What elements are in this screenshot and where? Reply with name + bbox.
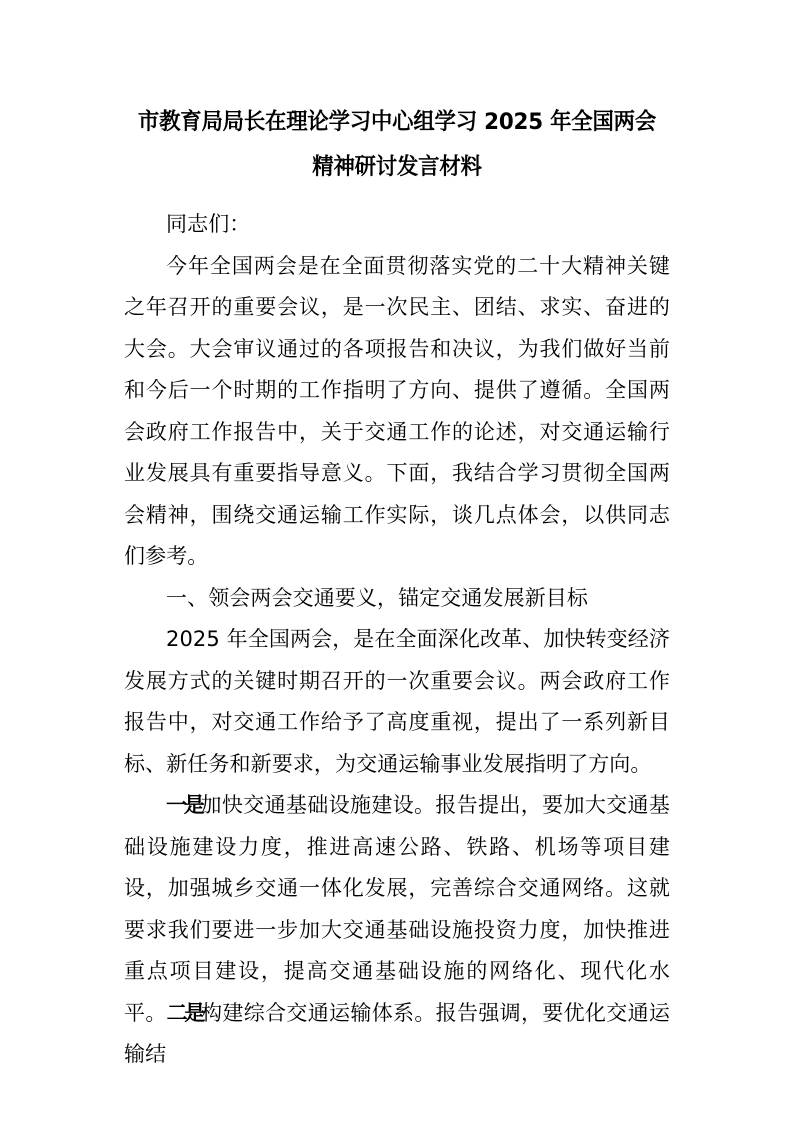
bold-marker-one: 一是 <box>166 793 202 817</box>
section-1-points-paragraph <box>124 785 670 1076</box>
page-title: 市教育局局长在理论学习中心组学习 2025 年全国两会精神研讨发言材料 <box>137 109 657 180</box>
section-heading-1: 一、领会两会交通要义，锚定交通发展新目标 <box>166 585 588 610</box>
intro-paragraph: 今年全国两会是在全面贯彻落实党的二十大精神关键之年召开的重要会议，是一次民主、团结、求实、奋进的大会。大会审议通过的各项报告和决议，为我们做好当前和今后一个时期的工作指明了方向、提供了遵循。全国两会政府工作报告中，关于交通工作的论述，对交通运输行业发展具有重要指导意义。下面，我结合学习贯彻全国两会精神，围绕交通运输工作实际，谈几点体会，以供同志们参考。 <box>124 253 670 568</box>
section-1-lead-paragraph: 2025 年全国两会，是在全面深化改革、加快转变经济发展方式的关键时期召开的一次重要会议。两会政府工作报告中，对交通工作给予了高度重视，提出了一系列新目标、新任务和新要求，为交通运输事业发展指明了方向。 <box>124 627 670 776</box>
bold-marker-two: 二是 <box>166 1000 203 1025</box>
point-one-text: 加快交通基础设施建设。报告提出，要加大交通基础设施建设力度，推进高速公路、铁路、机场等项目建设，加强城乡交通一体化发展，完善综合交通网络。这就要求我们要进一步加大交通基础设施投资力度，加快推进重点项目建设，提高交通基础设施的网络化、现代化水平。 <box>124 793 671 1025</box>
salutation-paragraph: 同志们： <box>166 212 251 236</box>
document-content-column <box>124 0 670 1076</box>
point-two-text: 构建综合交通运输体系。报告强调，要优化交通运输结 <box>124 1000 671 1066</box>
